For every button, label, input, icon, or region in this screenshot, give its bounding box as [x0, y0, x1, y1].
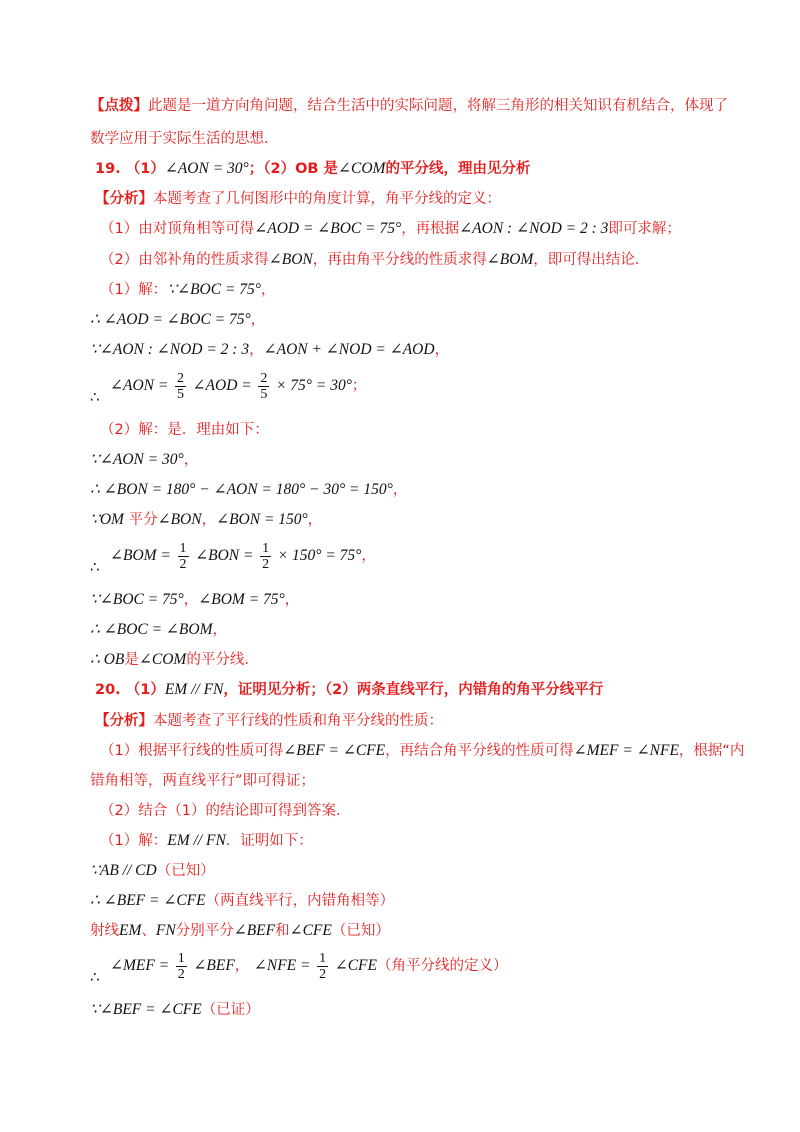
text-run: ；（2）: [248, 161, 296, 177]
text-run: ∠COM: [138, 651, 187, 668]
line-l18: [90, 650, 720, 670]
line-l16: [90, 590, 720, 610]
text-run: ，: [284, 592, 300, 608]
text-run: 射线: [90, 923, 119, 939]
text-run: ∴ ∠AOD = ∠BOC = 75°: [90, 311, 251, 328]
therefore-symbol: ∴: [90, 558, 100, 576]
line-l22: [90, 771, 720, 791]
text-run: ∠CFE: [289, 922, 332, 939]
frac-den: 2: [262, 556, 270, 572]
bom-mid: ∠BON =: [195, 547, 254, 564]
frac-num: 1: [177, 950, 185, 966]
line-l7: [100, 280, 720, 300]
fraction-2-5-b: [258, 371, 269, 402]
text-run: FN: [155, 922, 176, 939]
text-run: （已知）: [331, 923, 390, 939]
frac-den: 2: [179, 556, 187, 572]
text-run: ∵∠AON : ∠NOD = 2 : 3: [90, 341, 250, 358]
line-l5: [100, 219, 720, 239]
line-l19: [95, 680, 720, 700]
mef-sep: ，: [234, 958, 250, 974]
text-run: ∴ ∠BON = 180° − ∠AON = 180° − 30° = 150°: [90, 481, 393, 498]
line-l8: [90, 310, 720, 330]
fraction-1-2-c: [176, 951, 187, 982]
line-aon-fraction: [110, 368, 720, 404]
line-l20: [95, 711, 720, 731]
text-run: ∠AON : ∠NOD = 2 : 3: [459, 220, 609, 237]
text-run: ∠AON = 30°: [164, 160, 249, 177]
text-run: ∠AON + ∠NOD = ∠AOD: [263, 341, 435, 358]
text-run: ∠COM: [338, 160, 386, 177]
line-l1: [90, 96, 728, 116]
text-run: （1）根据平行线的性质可得: [100, 743, 284, 759]
text-run: ，根据“内: [678, 743, 745, 759]
text-run: ∠BEF: [233, 922, 276, 939]
text-run: ∵∠BOC = 75°: [167, 281, 261, 298]
text-run: （2）由邻补角的性质求得: [100, 252, 269, 268]
text-run: ，: [201, 512, 217, 528]
text-run: （两直线平行，内错角相等）: [205, 893, 395, 909]
text-run: 的平分线.: [186, 652, 249, 668]
text-run: ∠MEF = ∠NFE: [573, 742, 679, 759]
text-run: ∴ OB: [90, 651, 125, 668]
frac-num: 2: [176, 370, 184, 386]
text-run: 的平分线，理由见分析: [385, 161, 531, 177]
text-run: 是: [124, 652, 139, 668]
bom-pre: ∠BOM =: [110, 547, 171, 564]
text-run: ∠BEF = ∠CFE: [283, 742, 386, 759]
line-l4: [95, 189, 720, 209]
text-run: ∠BON = 150°: [216, 511, 308, 528]
text-run: 错角相等，两直线平行”即可得证；: [90, 773, 316, 789]
mef-pre: ∠MEF =: [110, 957, 170, 974]
line-l12: [90, 450, 720, 470]
text-run: （已知）: [156, 863, 215, 879]
text-run: ，再结合角平分线的性质可得: [385, 743, 574, 759]
mef-mid: ∠BEF: [193, 957, 235, 974]
text-run: 20. （1）: [95, 682, 165, 698]
text-run: 本题考查了几何图形中的角度计算，角平分线的定义：: [153, 191, 501, 207]
text-run: 数学应用于实际生活的思想.: [90, 131, 269, 147]
text-run: ∵∠BOC = 75°: [90, 591, 184, 608]
text-run: ，: [183, 592, 199, 608]
text-run: ∠BON: [268, 251, 313, 268]
text-run: ∵∠AON = 30°: [90, 451, 184, 468]
text-run: ∠AOD = ∠BOC = 75°: [254, 220, 402, 237]
fraction-1-2-d: [317, 951, 328, 982]
nfe-mid: ∠CFE: [334, 957, 377, 974]
text-run: （已证）: [201, 1002, 260, 1018]
text-run: ∠BON: [157, 511, 202, 528]
text-run: （2）结合（1）的结论即可得到答案.: [100, 803, 341, 819]
aon-pre: ∠AON =: [110, 377, 169, 394]
frac-num: 1: [179, 540, 187, 556]
line-l3: [95, 159, 720, 179]
text-run: 此题是一道方向角问题，结合生活中的实际问题，将解三角形的相关知识有机结合，体现了: [148, 98, 728, 114]
frac-num: 1: [319, 950, 327, 966]
frac-den: 5: [176, 386, 184, 402]
line-l17: [90, 620, 720, 640]
text-run: EM // FN: [164, 681, 224, 698]
line-l24: [100, 831, 720, 851]
text-run: （1）由对顶角相等可得: [100, 221, 255, 237]
line-l25: [90, 861, 720, 881]
line-l23: [100, 801, 720, 821]
fraction-1-2-a: [178, 541, 189, 572]
text-run: ，再由角平分线的性质求得: [312, 252, 487, 268]
text-run: 平分: [123, 512, 158, 528]
text-run: OB: [295, 161, 319, 177]
text-run: ∴ ∠BOC = ∠BOM: [90, 621, 213, 638]
text-run: ，: [212, 622, 227, 638]
line-l2: [90, 129, 720, 149]
text-run: ，再根据: [401, 221, 460, 237]
frac-den: 2: [319, 966, 327, 982]
text-run: ，: [307, 512, 323, 528]
text-run: （1）解：: [100, 833, 168, 849]
frac-num: 1: [262, 540, 270, 556]
text-run: 、: [141, 923, 156, 939]
text-run: 分别平分: [175, 923, 234, 939]
aon-mid: ∠AOD =: [192, 377, 252, 394]
line-l21: [100, 741, 745, 761]
frac-num: 2: [260, 370, 268, 386]
text-run: ，: [250, 312, 266, 328]
line-l13: [90, 480, 720, 500]
frac-den: 5: [260, 386, 268, 402]
therefore-symbol: ∴: [90, 968, 100, 986]
text-run: EM: [119, 922, 142, 939]
line-l27: [90, 921, 720, 941]
text-run: 19. （1）: [95, 161, 165, 177]
text-run: ∠BOM = 75°: [198, 591, 285, 608]
text-run: 本题考查了平行线的性质和角平分线的性质：: [153, 713, 443, 729]
aon-tail: ；: [351, 378, 367, 394]
aon-post: × 75° = 30°: [275, 377, 352, 394]
fraction-1-2-b: [260, 541, 271, 572]
text-run: ，: [392, 482, 408, 498]
text-run: ，: [261, 282, 276, 298]
text-run: 【点拨】: [90, 98, 148, 114]
text-run: ，: [434, 342, 450, 358]
text-run: ∵AB // CD: [90, 862, 157, 879]
text-run: ∵∠BEF = ∠CFE: [90, 1001, 202, 1018]
line-l14: [90, 510, 720, 530]
text-run: 【分析】: [95, 713, 153, 729]
text-run: 和: [275, 923, 290, 939]
frac-den: 2: [177, 966, 185, 982]
text-run: 即可求解；: [608, 221, 681, 237]
text-run: ，: [249, 342, 264, 358]
text-run: ，: [183, 452, 199, 468]
text-run: （1）解：: [100, 282, 168, 298]
text-run: ∴ ∠BEF = ∠CFE: [90, 892, 206, 909]
line-l26: [90, 891, 720, 911]
text-run: ∵OM: [90, 511, 124, 528]
line-l29: [90, 1000, 720, 1020]
text-run: （2）解：是．理由如下：: [100, 422, 269, 438]
text-run: 【分析】: [95, 191, 153, 207]
text-run: ，即可得出结论.: [533, 252, 640, 268]
text-run: 是: [318, 161, 339, 177]
therefore-symbol: ∴: [90, 388, 100, 406]
line-l11: [100, 420, 720, 440]
line-l6: [100, 250, 720, 270]
fraction-2-5-a: [175, 371, 186, 402]
bom-tail: ，: [361, 548, 376, 564]
line-bom-fraction: [110, 538, 720, 574]
line-mef-fraction: [110, 948, 720, 984]
text-run: EM // FN: [167, 832, 226, 849]
text-run: ，证明见分析；（2）两条直线平行，内错角的角平分线平行: [223, 682, 604, 698]
mef-tail: （角平分线的定义）: [377, 958, 508, 974]
text-run: ∠BOM: [486, 251, 534, 268]
bom-post: × 150° = 75°: [277, 547, 362, 564]
line-l9: [90, 340, 720, 360]
text-run: ．证明如下：: [225, 833, 313, 849]
nfe-pre: ∠NFE =: [253, 957, 311, 974]
